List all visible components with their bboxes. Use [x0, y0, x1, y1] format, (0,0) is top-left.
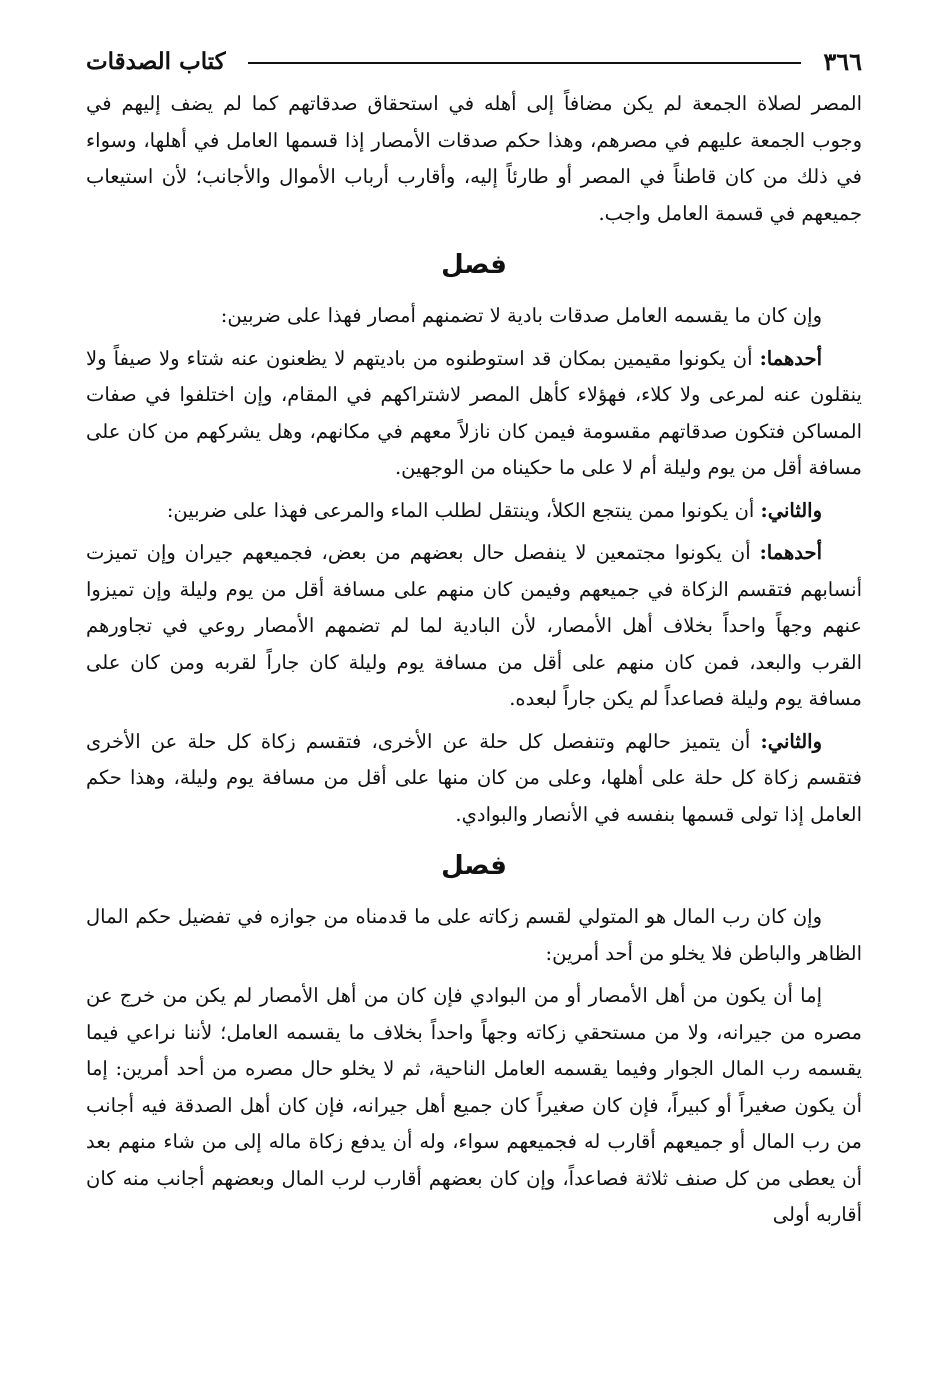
section-heading: فصل [441, 250, 507, 280]
body-text [86, 86, 862, 1234]
paragraph-text: أن يكونوا مجتمعين لا ينفصل حال بعضهم من بعض، فجميعهم جيران وإن تميزت أنسابهم فتقسم الزكاة في جميعهم وفيمن كان منهم على مسافة أقل من يوم وليلة وإن تميزوا عنهم وجهاً واحداً بخلاف أهل الأمصار، لأن البادية لما لم تضمهم الأمصار روعي في تجاورهم القرب والبعد، فمن كان منهم على أقل من مسافة يوم وليلة كان جاراً لقربه ومن كان على مسافة يوم وليلة فصاعداً لم يكن جاراً لبعده. [86, 541, 862, 710]
paragraph-text: أن يتميز حالهم وتنفصل كل حلة عن الأخرى، فتقسم زكاة كل حلة عن الأخرى فتقسم زكاة كل حلة على أهلها، وعلى من كان منها على أقل من مسافة يوم وليلة، وهذا حكم العامل إذا تولى قسمها بنفسه في الأنصار والبوادي. [86, 729, 862, 826]
paragraph [86, 978, 862, 1234]
section-heading: فصل [441, 851, 507, 881]
page-number: ٣٦٦ [823, 46, 862, 76]
paragraph [86, 724, 862, 834]
paragraph-lead: أحدهما: [759, 541, 822, 564]
paragraph [86, 341, 862, 487]
paragraph-text: المصر لصلاة الجمعة لم يكن مضافاً إلى أهله في استحقاق صدقاتهم كما لم يضف إليهم في وجوب الجمعة عليهم في مصرهم، وهذا حكم صدقات الأمصار إذا قسمها العامل في أهلها، وسواء في ذلك من كان قاطناً في المصر أو طارئاً إليه، وأقارب أرباب الأموال والأجانب؛ لأن استيعاب جميعهم في قسمة العامل واجب. [86, 92, 862, 225]
paragraph-text: إما أن يكون من أهل الأمصار أو من البوادي فإن كان من أهل الأمصار لم يكن من خرج عن مصره من جيرانه، ولا من مستحقي زكاته وجهاً واحداً بخلاف ما يقسمه العامل؛ لأننا نراعي فيما يقسمه رب المال الجوار وفيما يقسمه العامل الناحية، ثم لا يخلو حال مصره من أحد أمرين: إما أن يكون صغيراً أو كبيراً، فإن كان صغيراً كان جميع أهل جيرانه، فإن كان أهل الصدقة فيه أجانب من رب المال أو جميعهم أقارب له فجميعهم سواء، وله أن يدفع زكاة ماله إلى من شاء منهم بعد أن يعطى من كل صنف ثلاثة فصاعداً، وإن كان بعضهم أقارب لرب المال وبعضهم أجانب منه كان أقاربه أولى [86, 984, 862, 1226]
book-title: كتاب الصدقات [86, 47, 226, 75]
paragraph-text: أن يكونوا مقيمين بمكان قد استوطنوه من باديتهم لا يظعنون عنه شتاء ولا صيفاً ولا ينقلون عنه لمرعى ولا كلاء، فهؤلاء كأهل المصر لاشتراكهم في المقام، وإن اختلفوا في صفات المساكن فتكون صدقاتهم مقسومة فيمن كان نازلاً معهم في مكانهم، وهل يشركهم من كان على مسافة أقل من يوم وليلة أم لا على ما حكيناه من الوجهين. [86, 346, 862, 479]
paragraph-lead: والثاني: [760, 729, 822, 753]
paragraph [86, 298, 862, 335]
paragraph-lead: والثاني: [760, 498, 822, 522]
paragraph [86, 493, 862, 530]
paragraph [86, 535, 862, 718]
paragraph [86, 899, 862, 972]
header-rule [248, 62, 802, 64]
paragraph [86, 86, 862, 232]
page-header [86, 44, 862, 78]
paragraph-text: وإن كان رب المال هو المتولي لقسم زكاته على ما قدمناه من جوازه في تفضيل حكم المال الظاهر والباطن فلا يخلو من أحد أمرين: [86, 905, 862, 965]
paragraph-text: أن يكونوا ممن ينتجع الكلأ، وينتقل لطلب الماء والمرعى فهذا على ضربين: [166, 498, 761, 522]
paragraph-text: وإن كان ما يقسمه العامل صدقات بادية لا تضمنهم أمصار فهذا على ضربين: [220, 304, 822, 327]
paragraph-lead: أحدهما: [759, 346, 822, 370]
